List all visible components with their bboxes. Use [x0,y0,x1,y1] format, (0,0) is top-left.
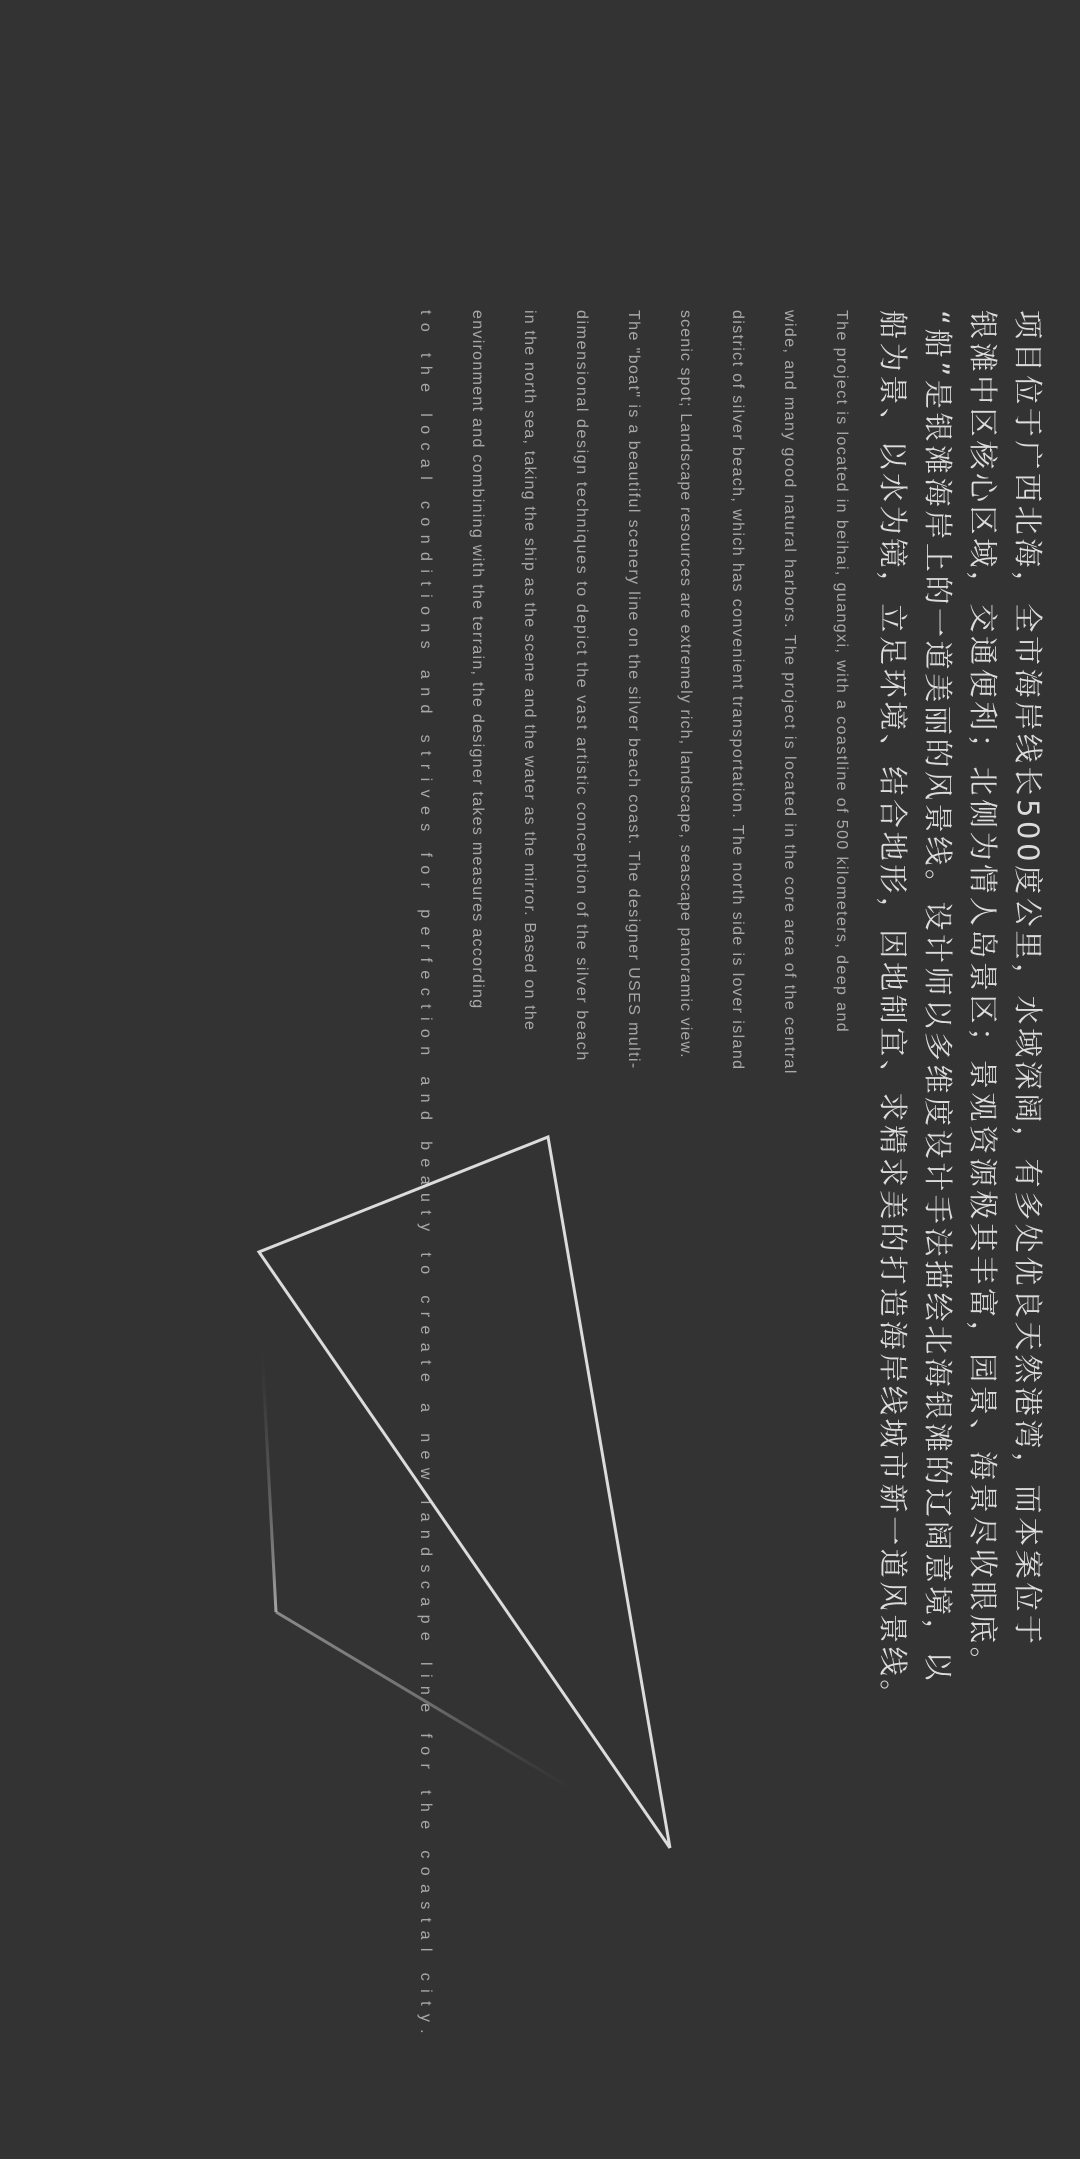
english-paragraph-line-8: environment and combining with the terrain, the designer takes measures according [469,310,486,1010]
hull-line-bottom [276,1612,582,1795]
chinese-paragraph-line-4: 船为景、以水为镜，立足环境、结合地形，因地制宜、求精求美的打造海岸线城市新一道风景线。 [876,310,910,1712]
english-paragraph-line-5: The "boat" is a beautiful scenery line on the silver beach coast. The designer USES multi- [625,310,642,1070]
english-paragraph-line-2: wide, and many good natural harbors. The project is located in the core area of the central [781,310,798,1075]
english-paragraph-line-1: The project is located in beihai, guangxi, with a coastline of 500 kilometers, deep and [833,310,850,1034]
english-paragraph-line-7: in the north sea, taking the ship as the scene and the water as the mirror. Based on the [521,310,538,1032]
english-paragraph-line-6: dimensional design techniques to depict the vast artistic conception of the silver beach [573,310,590,1062]
english-paragraph-line-9: to the local conditions and strives for perfection and beauty to create a new landscape line for the coastal city. [417,310,434,2042]
chinese-paragraph-line-2: 银滩中区核心区域，交通便利；北侧为情人岛景区；景观资源极其丰富，园景、海景尽收眼底。 [966,310,1000,1680]
english-paragraph-line-3: district of silver beach, which has convenient transportation. The north side is lover island [729,310,746,1071]
english-paragraph-line-4: scenic spot; Landscape resources are extremely rich, landscape, seascape panoramic view. [677,310,694,1059]
sail-outline [259,1137,670,1848]
chinese-paragraph-line-1: 项目位于广西北海，全市海岸线长500度公里，水域深阔，有多处优良天然港湾，而本案位于 [1011,310,1045,1648]
hull-line-left [262,1350,276,1612]
chinese-paragraph-line-3: “船”是银滩海岸上的一道美丽的风景线。设计师以多维度设计手法描绘北海银滩的辽阔意境，以 [921,310,955,1684]
